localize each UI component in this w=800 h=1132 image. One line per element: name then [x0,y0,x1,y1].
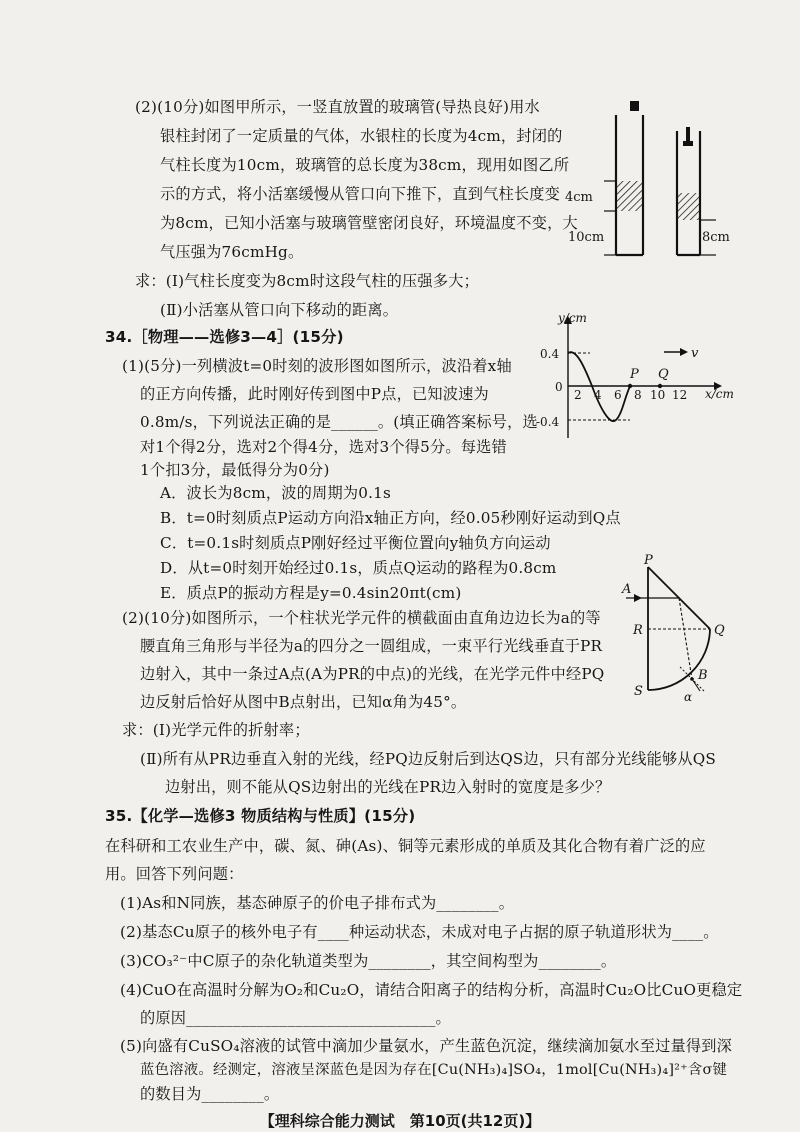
x-tick-8: 8 [634,388,642,402]
page-footer: 【理科综合能力测试 第10页(共12页)】 [259,1112,541,1130]
label-s: S [634,684,643,699]
label-b: B [698,668,708,683]
tube-a [565,101,643,255]
point-q [658,384,662,388]
q34-2-line-1: (2)(10分)如图所示，一个柱状光学元件的横截面由直角边边长为a的等 [122,609,601,627]
q35-sub-2: (2)基态Cu原子的核外电子有____种运动状态，未成对电子占据的原子轨道形状为____。 [120,923,719,941]
option-d: D．从t=0时刻开始经过0.1s，质点Q运动的路程为0.8cm [160,559,557,577]
q33-ask-1: 求：(Ⅰ)气柱长度变为8cm时这段气柱的压强多大； [135,272,479,290]
x-tick-4: 4 [594,388,602,402]
glass-tube-figure [560,95,750,285]
q35-sub-3: (3)CO₃²⁻中C原子的杂化轨道类型为________，其空间构型为________。 [120,952,617,970]
x-axis-label: x/cm [705,387,734,401]
label-8cm: 8cm [702,230,730,245]
label-a: A [622,582,632,597]
q34-1-line-4: 对1个得2分，选对2个得4分，选对3个得5分。每选错 [140,438,507,456]
label-p: P [630,367,639,382]
q34-2-line-4: 边反射后恰好从图中B点射出，已知α角为45°。 [140,693,467,711]
q35-sub-4: (4)CuO在高温时分解为O₂和Cu₂O，请结合阳离子的结构分析，高温时Cu₂O比CuO更稳定 [120,981,743,999]
q34-heading: 34.［物理——选修3—4］(15分) [105,328,344,346]
q34-1-line-5: 1个扣3分，最低得分为0分) [140,461,330,479]
q34-2-line-3: 边射入，其中一条过A点(A为PR的中点)的光线，在光学元件中经PQ [140,665,605,683]
mercury-column-a [617,181,642,211]
q33-line-6: 气压强为76cmHg。 [160,243,304,261]
q34-1-line-2: 的正方向传播，此时刚好传到图中P点，已知波速为 [140,385,489,403]
q34-2-ask-1: 求：(Ⅰ)光学元件的折射率； [122,721,310,739]
y-axis-label: y/cm [558,311,587,325]
q35-sub-5: (5)向盛有CuSO₄溶液的试管中滴加少量氨水，产生蓝色沉淀，继续滴加氨水至过量得到深 [120,1037,733,1055]
q33-line-3: 气柱长度为10cm，玻璃管的总长度为38cm，现用如图乙所 [160,156,570,174]
option-c: C．t=0.1s时刻质点P刚好经过平衡位置向y轴负方向运动 [160,534,551,552]
q34-2-ask-2: (Ⅱ)所有从PR边垂直入射的光线，经PQ边反射后到达QS边，只有部分光线能够从QS [140,750,717,768]
optics-figure [620,555,750,705]
tube-b [677,127,730,255]
label-r: R [633,623,643,638]
option-a: A．波长为8cm，波的周期为0.1s [160,484,391,502]
q35-sub-5b: 蓝色溶液。经测定，溶液呈深蓝色是因为存在[Cu(NH₃)₄]SO₄，1mol[Cu(NH₃)₄]²⁺含σ键 [140,1062,728,1078]
q35-sub-5c: 的数目为________。 [140,1085,280,1103]
x-tick-2: 2 [574,388,582,402]
q33-line-1: (2)(10分)如图甲所示，一竖直放置的玻璃管(导热良好)用水 [135,98,540,116]
q34-2-ask-3: 边射出，则不能从QS边射出的光线在PR边入射时的宽度是多少？ [165,778,611,796]
wave-figure [530,308,734,453]
q33-ask-2: (Ⅱ)小活塞从管口向下移动的距离。 [160,301,399,319]
y-tick-top: 0.4 [540,347,560,361]
q35-sub-1: (1)As和N同族，基态砷原子的价电子排布式为________。 [120,894,515,912]
q33-line-5: 为8cm，已知小活塞与玻璃管壁密闭良好，环境温度不变，大 [160,214,578,232]
x-tick-12: 12 [672,388,688,402]
y-tick-bottom: -0.4 [536,415,560,429]
label-v: v [691,346,699,361]
q34-2-line-2: 腰直角三角形与半径为a的四分之一圆组成，一束平行光线垂直于PR [140,637,603,655]
label-q: Q [658,367,669,382]
point-p [628,384,632,388]
piston-rod [686,127,690,143]
piston [683,141,693,146]
q33-line-4: 示的方式，将小活塞缓慢从管口向下推下，直到气柱长度变 [160,185,561,203]
y-tick-zero: 0 [555,380,563,394]
q34-1-line-1: (1)(5分)一列横波t=0时刻的波形图如图所示，波沿着x轴 [122,357,512,375]
label-p: P [644,553,653,568]
mercury-column-b [678,193,699,220]
option-b: B．t=0时刻质点P运动方向沿x轴正方向，经0.05秒刚好运动到Q点 [160,509,621,527]
q35-heading: 35.【化学—选修3 物质结构与性质】(15分) [105,807,416,825]
label-q: Q [714,623,725,638]
label-4cm: 4cm [565,190,593,205]
label-alpha: α [684,690,693,704]
q35-intro-2: 用。回答下列问题： [105,865,244,883]
q35-sub-4b: 的原因________________________________。 [140,1009,451,1027]
x-tick-10: 10 [650,388,666,402]
q33-line-2: 银柱封闭了一定质量的气体，水银柱的长度为4cm，封闭的 [160,127,563,145]
option-e: E．质点P的振动方程是y=0.4sin20πt(cm) [160,584,462,602]
label-10cm: 10cm [568,230,605,245]
q35-intro-1: 在科研和工农业生产中，碳、氮、砷(As)、铜等元素形成的单质及其化合物有着广泛的应 [105,837,706,855]
x-tick-6: 6 [614,388,622,402]
q34-1-line-3: 0.8m/s，下列说法正确的是______。(填正确答案标号，选 [140,413,538,431]
